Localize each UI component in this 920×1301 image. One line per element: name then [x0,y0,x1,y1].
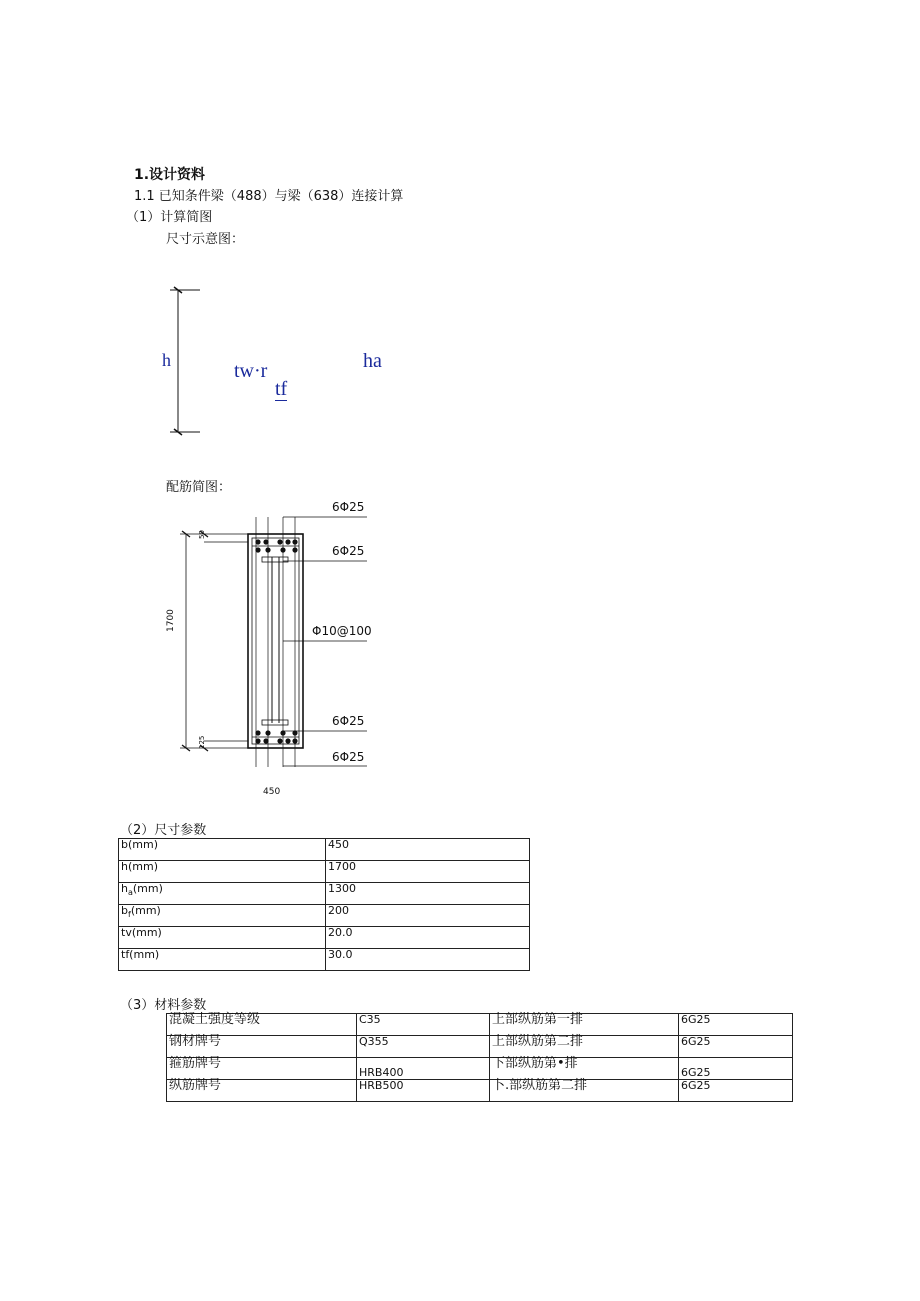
table-row [167,1058,793,1080]
size-diagram-label: 尺寸示意图： [166,232,245,247]
mat-name: 卜.部纵筋第二排 [490,1080,679,1102]
label-top-row1: 6Φ25 [332,500,365,514]
rebar-dot [292,539,297,544]
rebar-dot [280,547,285,552]
dim-label: h(mm) [119,861,326,883]
mat-name: 混凝土强度等级 [167,1014,357,1036]
label-stirrup: Φ10@100 [312,624,372,638]
label-tf: tf [275,378,288,400]
table-row [119,905,530,927]
mat-value: Q355 [357,1036,490,1058]
mat-value: 6G25 [679,1036,793,1058]
table-row [167,1014,793,1036]
table-row [119,883,530,905]
table-row [167,1080,793,1102]
dim-label: b(mm) [119,839,326,861]
rebar-diagram-label: 配筋简图： [166,480,232,495]
rebar-dot [277,738,282,743]
mat-value: HRB500 [357,1080,490,1102]
calc-diagram-label: （1）计算简图 [126,210,213,225]
rebar-dot [263,738,268,743]
mat-name: 下部纵筋第•排 [490,1058,679,1080]
label-h: h [162,350,171,370]
size-diagram [160,280,290,440]
material-params-table [166,1013,793,1102]
label-top-row2: 6Φ25 [332,544,365,558]
dim-value: 1700 [326,861,530,883]
table-row [167,1036,793,1058]
table-row [119,949,530,971]
mat-name: 上部纵筋第一排 [490,1014,679,1036]
dim-width: 450 [263,787,281,797]
table-row [119,927,530,949]
rebar-dot [292,738,297,743]
rebar-dot [265,730,270,735]
rebar-dot [255,547,260,552]
label-tw: tw·r [234,360,268,382]
label-ha: ha [363,350,382,372]
rebar-dot [255,738,260,743]
mat-value: 6G25 [679,1014,793,1036]
rebar-dot [277,539,282,544]
dim-label: tv(mm) [119,927,326,949]
dim-value: 20.0 [326,927,530,949]
rebar-dot [255,730,260,735]
subsection-title: 1.1 已知条件梁（488）与梁（638）连接计算 [134,189,404,204]
dim-top: 50 [198,530,206,539]
rebar-dot [292,547,297,552]
dim-value: 30.0 [326,949,530,971]
mat-name: 箍筋牌号 [167,1058,357,1080]
section-title: 1.设计资料 [134,167,206,183]
dim-height: 1700 [166,609,176,632]
rebar-dot [263,539,268,544]
rebar-dot [285,539,290,544]
dim-value: 450 [326,839,530,861]
rebar-dot [265,547,270,552]
dimension-params-title: （2）尺寸参数 [120,823,207,838]
dim-label: $b_f(mm)$ [119,905,326,927]
dim-label: tf(mm) [119,949,326,971]
rebar-dot [285,738,290,743]
mat-value: 6G25 [679,1058,793,1080]
dim-value: 1300 [326,883,530,905]
label-bottom-row2: 6Φ25 [332,750,365,764]
dim-value: 200 [326,905,530,927]
table-row [119,861,530,883]
dim-bottom: 125 [198,735,206,749]
mat-name: 上部纵筋第二排 [490,1036,679,1058]
material-params-title: （3）材料参数 [120,998,207,1013]
rebar-dot [255,539,260,544]
mat-name: 钢材牌号 [167,1036,357,1058]
mat-name: 纵筋牌号 [167,1080,357,1102]
table-row [119,839,530,861]
mat-value: 6G25 [679,1080,793,1102]
dim-label: $h_a(mm)$ [119,883,326,905]
mat-value: C35 [357,1014,490,1036]
mat-value: HRB400 [357,1058,490,1080]
label-bottom-row1: 6Φ25 [332,714,365,728]
dimension-params-table [118,838,530,971]
